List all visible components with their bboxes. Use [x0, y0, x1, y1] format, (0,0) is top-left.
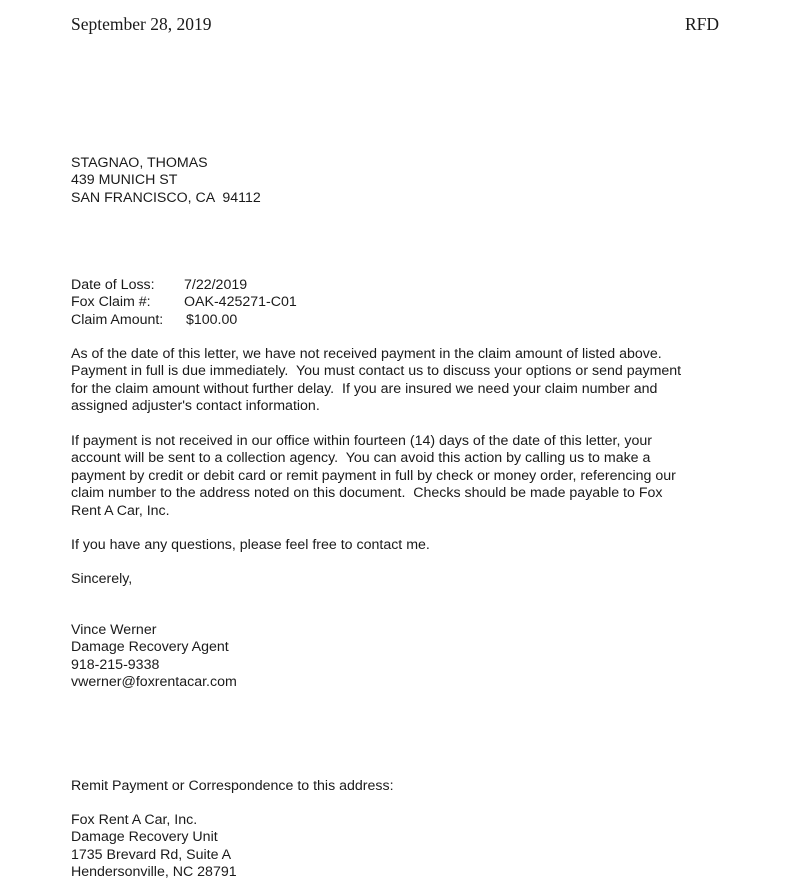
body-paragraph-3: If you have any questions, please feel free to contact me.: [71, 537, 430, 553]
letter-date: September 28, 2019: [71, 14, 212, 34]
remit-city-state-zip: Hendersonville, NC 28791: [71, 864, 237, 881]
paragraph-line: As of the date of this letter, we have not received payment in the claim amount of listed above.: [71, 346, 662, 362]
field-label: Claim Amount:: [71, 311, 164, 328]
paragraph-line: for the claim amount without further delay. If you are insured we need your claim number and: [71, 380, 658, 397]
field-label: Date of Loss:: [71, 277, 155, 293]
recipient-city-state-zip: SAN FRANCISCO, CA 94112: [71, 189, 261, 206]
paragraph-line: assigned adjuster's contact information.: [71, 398, 320, 415]
signer-title: Damage Recovery Agent: [71, 639, 229, 656]
body-paragraph-2: [71, 433, 676, 520]
letter-code: RFD: [685, 14, 720, 34]
remit-street: 1735 Brevard Rd, Suite A: [71, 846, 232, 863]
field-label: Fox Claim #:: [71, 294, 151, 311]
remit-heading: Remit Payment or Correspondence to this address:: [71, 778, 394, 794]
claim-field-claim-amount: [71, 312, 297, 329]
recipient-name: STAGNAO, THOMAS: [71, 155, 208, 171]
body-paragraph-1: [71, 346, 681, 416]
paragraph-line: payment by credit or debit card or remit payment in full by check or money order, referencing our: [71, 467, 676, 484]
signer-phone: 918-215-9338: [71, 656, 160, 673]
field-value: $100.00: [186, 311, 238, 328]
claim-details: [71, 277, 297, 329]
field-value: 7/22/2019: [184, 277, 248, 293]
signer-name: Vince Werner: [71, 622, 157, 638]
claim-field-claim-number: [71, 294, 297, 311]
paragraph-line: Rent A Car, Inc.: [71, 502, 170, 519]
remit-unit: Damage Recovery Unit: [71, 829, 218, 846]
paragraph-line: Payment in full is due immediately. You must contact us to discuss your options or send payment: [71, 363, 682, 380]
closing: Sincerely,: [71, 571, 133, 587]
signature-block: [71, 622, 237, 692]
paragraph-line: account will be sent to a collection agency. You can avoid this action by calling us to make a: [71, 450, 651, 467]
recipient-address: [71, 155, 261, 207]
paragraph-line: claim number to the address noted on this document. Checks should be made payable to Fox: [71, 485, 663, 502]
remit-company: Fox Rent A Car, Inc.: [71, 812, 198, 828]
remit-address: [71, 812, 237, 882]
paragraph-line: If payment is not received in our office within fourteen (14) days of the date of this letter, your: [71, 433, 652, 449]
recipient-street: 439 MUNICH ST: [71, 172, 178, 189]
field-value: OAK-425271-C01: [184, 294, 297, 311]
claim-field-date-of-loss: [71, 277, 297, 294]
signer-email: vwerner@foxrentacar.com: [71, 674, 237, 691]
